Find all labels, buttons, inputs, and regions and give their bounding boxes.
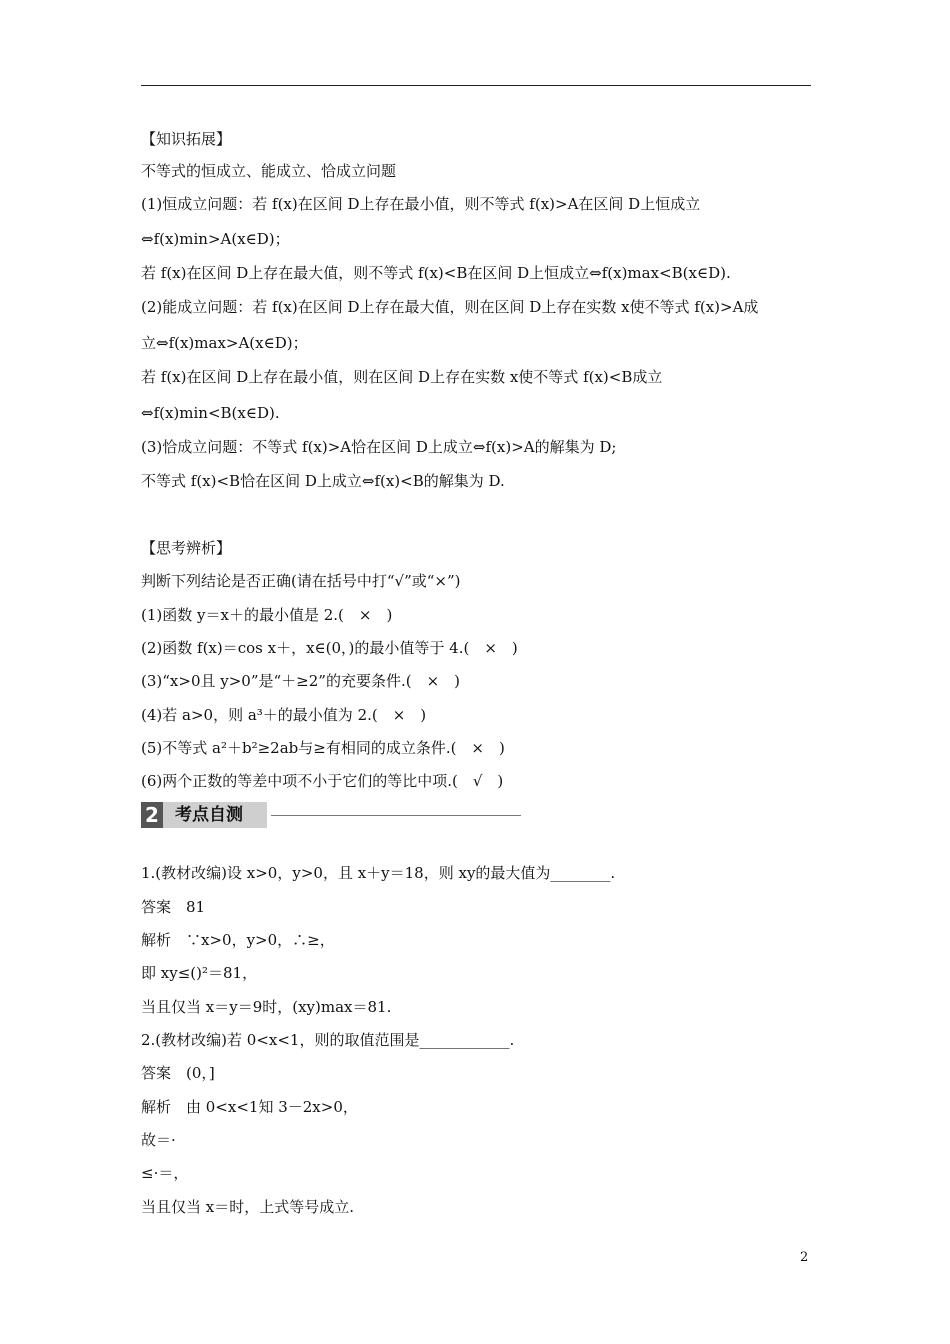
- knowledge-line: (2)能成立问题：若 f(x)在区间 D上存在最大值，则在区间 D上存在实数 x使不等式 f(x)>A成: [141, 298, 759, 316]
- thinking-line: (2)函数 f(x)＝cos x＋，x∈(0，)的最小值等于 4.( × ): [141, 639, 518, 657]
- knowledge-line: ⇔f(x)min>A(x∈D)；: [141, 230, 290, 248]
- exercise-line: 即 xy≤()²＝81，: [141, 964, 258, 982]
- knowledge-line: (3)恰成立问题：不等式 f(x)>A恰在区间 D上成立⇔f(x)>A的解集为 D;: [141, 438, 617, 456]
- page-number: 2: [800, 1250, 809, 1265]
- thinking-line: 判断下列结论是否正确(请在括号中打“√”或“×”): [141, 572, 461, 590]
- knowledge-line: 若 f(x)在区间 D上存在最大值，则不等式 f(x)<B在区间 D上恒成立⇔f(x)max<B(x∈D).: [141, 264, 731, 282]
- thinking-line: (1)函数 y＝x＋的最小值是 2.( × ): [141, 606, 393, 624]
- knowledge-line: 若 f(x)在区间 D上存在最小值，则在区间 D上存在实数 x使不等式 f(x)<B成立: [141, 368, 663, 386]
- knowledge-line: 不等式 f(x)<B恰在区间 D上成立⇔f(x)<B的解集为 D.: [141, 472, 505, 490]
- exercise-line: 答案 81: [141, 898, 206, 916]
- knowledge-line: (1)恒成立问题：若 f(x)在区间 D上存在最小值，则不等式 f(x)>A在区间 D上恒成立: [141, 195, 701, 213]
- exercise-line: 当且仅当 x＝时，上式等号成立.: [141, 1198, 354, 1216]
- exercise-line: ≤·＝，: [141, 1164, 189, 1182]
- exercise-line: 解析 由 0<x<1知 3－2x>0，: [141, 1098, 358, 1116]
- knowledge-heading: 【知识拓展】: [141, 130, 232, 148]
- exercise-line: 当且仅当 x＝y＝9时，(xy)max＝81.: [141, 998, 392, 1016]
- thinking-line: (3)“x>0且 y>0”是“＋≥2”的充要条件.( × ): [141, 672, 461, 690]
- knowledge-line: 立⇔f(x)max>A(x∈D)；: [141, 334, 308, 352]
- thinking-line: (6)两个正数的等差中项不小于它们的等比中项.( √ ): [141, 772, 504, 790]
- section-rule: [271, 815, 521, 816]
- section-number: 2: [141, 802, 163, 828]
- knowledge-line: ⇔f(x)min<B(x∈D).: [141, 404, 280, 422]
- thinking-line: (4)若 a>0，则 a³＋的最小值为 2.( × ): [141, 706, 427, 724]
- exercise-line: 1.(教材改编)设 x>0，y>0，且 x＋y＝18，则 xy的最大值为________.: [141, 864, 616, 882]
- section-banner: [141, 802, 521, 828]
- header-rule: [141, 85, 811, 86]
- section-title: 考点自测: [163, 802, 267, 828]
- exercise-line: 2.(教材改编)若 0<x<1，则的取值范围是____________.: [141, 1031, 515, 1049]
- thinking-heading: 【思考辨析】: [141, 539, 232, 557]
- knowledge-line: 不等式的恒成立、能成立、恰成立问题: [141, 162, 397, 180]
- exercise-line: 答案 (0，]: [141, 1064, 215, 1082]
- exercise-line: 解析 ∵x>0，y>0，∴≥，: [141, 931, 335, 949]
- thinking-line: (5)不等式 a²＋b²≥2ab与≥有相同的成立条件.( × ): [141, 739, 505, 757]
- exercise-line: 故＝·: [141, 1131, 176, 1149]
